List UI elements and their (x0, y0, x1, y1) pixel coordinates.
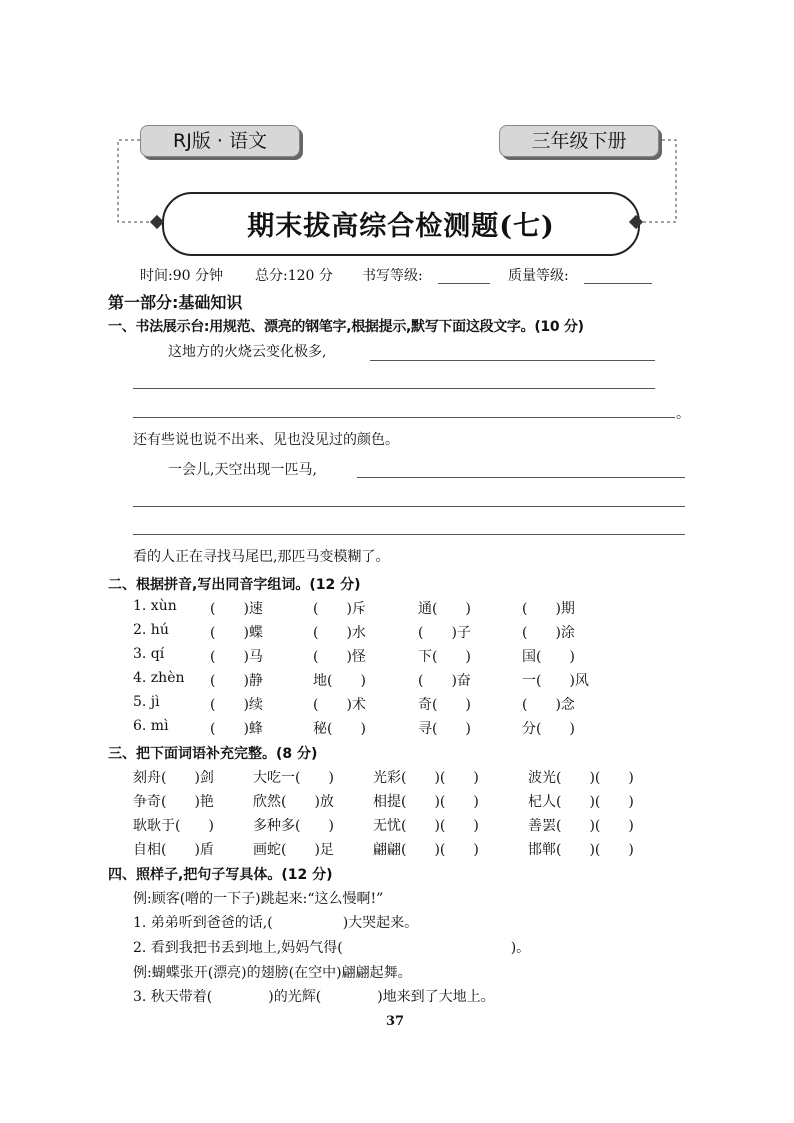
q2-pinyin: 1. xùn (133, 598, 177, 614)
q3-cell[interactable]: 善罢( )( ) (528, 818, 634, 834)
time-label: 时间:90 分钟 (140, 268, 223, 284)
title-frame (162, 192, 640, 256)
edition-tag: RJ版 · 语文 (140, 125, 300, 157)
q4-item-2: 2. 看到我把书丢到地上,妈妈气得( )。 (133, 940, 531, 956)
q1-line3: 一会儿,天空出现一匹马, (168, 462, 317, 478)
q4-item-1: 1. 弟弟听到爸爸的话,( )大哭起来。 (133, 915, 419, 931)
q1-blank-1[interactable] (370, 360, 655, 361)
q3-cell[interactable]: 波光( )( ) (528, 770, 634, 786)
q2-cell[interactable]: ( )速 (210, 601, 263, 617)
q3-cell[interactable]: 邯郸( )( ) (528, 842, 634, 858)
q3-cell[interactable]: 大吃一( ) (253, 770, 334, 786)
q3-cell[interactable]: 杞人( )( ) (528, 794, 634, 810)
q3-cell[interactable]: 画蛇( )足 (253, 842, 334, 858)
q1-blank-3[interactable] (133, 417, 675, 418)
q1-blank-6[interactable] (133, 534, 685, 535)
q2-cell[interactable]: ( )蜂 (210, 721, 263, 737)
q2-cell[interactable]: 寻( ) (418, 721, 471, 737)
q4-example-1: 例:顾客(噌的一下子)跳起来:“这么慢啊!” (133, 891, 384, 907)
q2-cell[interactable]: ( )奋 (418, 673, 471, 689)
q1-heading: 一、书法展示台:用规范、漂亮的钢笔字,根据提示,默写下面这段文字。(10 分) (108, 319, 584, 335)
writing-grade-label: 书写等级: (362, 268, 423, 284)
q2-cell[interactable]: ( )续 (210, 697, 263, 713)
q3-cell[interactable]: 自相( )盾 (133, 842, 214, 858)
q1-blank-4[interactable] (357, 477, 685, 478)
q2-cell[interactable]: 分( ) (522, 721, 575, 737)
q2-pinyin: 6. mì (133, 718, 169, 734)
q2-cell[interactable]: ( )念 (522, 697, 575, 713)
q2-cell[interactable]: ( )蝶 (210, 625, 263, 641)
q1-line4: 看的人正在寻找马尾巴,那匹马变模糊了。 (133, 549, 390, 565)
q2-cell[interactable]: ( )静 (210, 673, 263, 689)
q2-pinyin: 3. qí (133, 646, 165, 662)
q2-cell[interactable]: 下( ) (418, 649, 471, 665)
page-number: 37 (386, 1014, 405, 1029)
q2-pinyin: 4. zhèn (133, 670, 185, 686)
q1-blank-2[interactable] (133, 388, 655, 389)
q3-cell[interactable]: 光彩( )( ) (373, 770, 479, 786)
q4-heading: 四、照样子,把句子写具体。(12 分) (108, 867, 333, 883)
q2-cell[interactable]: ( )术 (313, 697, 366, 713)
q1-blank-5[interactable] (133, 506, 685, 507)
q2-pinyin: 2. hú (133, 622, 169, 638)
q2-cell[interactable]: 一( )风 (522, 673, 589, 689)
q4-example-2: 例:蝴蝶张开(漂亮)的翅膀(在空中)翩翩起舞。 (133, 965, 412, 981)
q3-cell[interactable]: 多种多( ) (253, 818, 334, 834)
q2-cell[interactable]: ( )斥 (313, 601, 366, 617)
quality-grade-label: 质量等级: (508, 268, 569, 284)
q3-cell[interactable]: 耿耿于( ) (133, 818, 214, 834)
q3-cell[interactable]: 无忧( )( ) (373, 818, 479, 834)
quality-grade-blank[interactable] (584, 283, 652, 284)
page-title: 期末拔高综合检测题(七) (247, 211, 555, 242)
q2-cell[interactable]: 地( ) (313, 673, 366, 689)
q2-cell[interactable]: ( )子 (418, 625, 471, 641)
grade-tag: 三年级下册 (499, 125, 659, 157)
total-label: 总分:120 分 (255, 268, 333, 284)
q2-cell[interactable]: 通( ) (418, 601, 471, 617)
q2-cell[interactable]: ( )期 (522, 601, 575, 617)
q1-line1: 这地方的火烧云变化极多, (168, 344, 327, 360)
writing-grade-blank[interactable] (438, 283, 490, 284)
q2-cell[interactable]: ( )水 (313, 625, 366, 641)
q3-cell[interactable]: 翩翩( )( ) (373, 842, 479, 858)
q2-pinyin: 5. jì (133, 694, 160, 710)
part1-heading: 第一部分:基础知识 (108, 293, 243, 312)
q2-cell[interactable]: ( )怪 (313, 649, 366, 665)
q2-cell[interactable]: 秘( ) (313, 721, 366, 737)
q2-cell[interactable]: ( )涂 (522, 625, 575, 641)
q2-heading: 二、根据拼音,写出同音字组词。(12 分) (108, 577, 361, 593)
q3-cell[interactable]: 欣然( )放 (253, 794, 334, 810)
q1-period: 。 (676, 406, 690, 422)
q3-heading: 三、把下面词语补充完整。(8 分) (108, 746, 318, 762)
q2-cell[interactable]: 国( ) (522, 649, 575, 665)
q1-line2: 还有些说也说不出来、见也没见过的颜色。 (133, 432, 399, 448)
q2-cell[interactable]: ( )马 (210, 649, 263, 665)
q3-cell[interactable]: 刻舟( )剑 (133, 770, 214, 786)
q4-item-3: 3. 秋天带着( )的光辉( )地来到了大地上。 (133, 989, 495, 1005)
q3-cell[interactable]: 相提( )( ) (373, 794, 479, 810)
q3-cell[interactable]: 争奇( )艳 (133, 794, 214, 810)
q2-cell[interactable]: 奇( ) (418, 697, 471, 713)
